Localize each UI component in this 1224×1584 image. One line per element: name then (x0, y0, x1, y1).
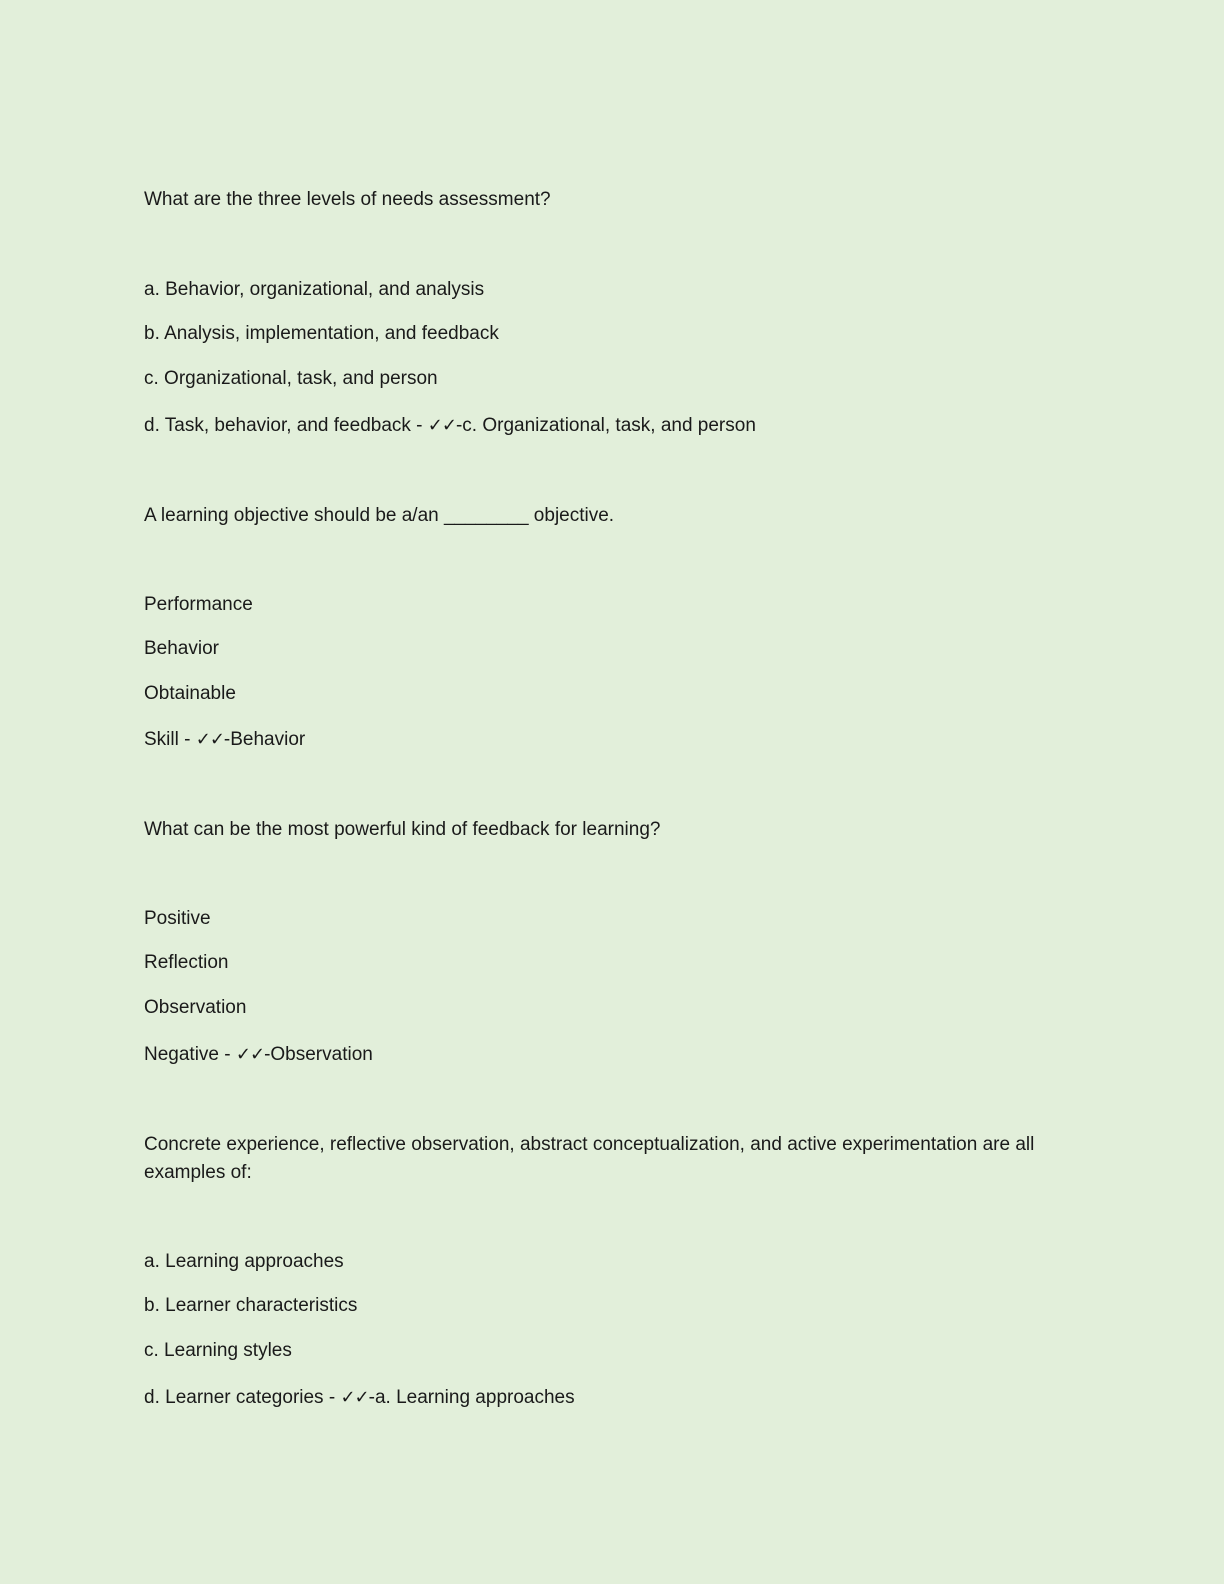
answer-separator: - (410, 415, 428, 436)
double-check-icon: ✓✓ (427, 415, 456, 436)
question-3-answer: -Observation (264, 1044, 373, 1065)
question-3-option-4: Negative (144, 1044, 219, 1065)
question-3-prompt: What can be the most powerful kind of feedback for learning? (144, 819, 661, 840)
answer-separator: - (323, 1387, 341, 1408)
question-1-answer: -c. Organizational, task, and person (455, 415, 756, 436)
question-3-option-1: Positive (144, 908, 211, 929)
question-1-prompt: What are the three levels of needs assessment? (144, 189, 551, 210)
question-3-option-4-with-answer (144, 1041, 373, 1069)
question-2-option-4-with-answer (144, 726, 305, 754)
double-check-icon: ✓✓ (235, 1044, 265, 1065)
double-check-icon: ✓✓ (195, 729, 224, 750)
question-1-option-c: c. Organizational, task, and person (144, 368, 438, 389)
question-4-option-a: a. Learning approaches (144, 1251, 344, 1272)
question-3-option-2: Reflection (144, 952, 229, 973)
question-2-option-1: Performance (144, 594, 253, 615)
question-4-option-d: d. Learner categories (144, 1387, 324, 1408)
question-2-prompt: A learning objective should be a/an ________ objective. (144, 505, 615, 526)
question-2-option-3: Obtainable (144, 683, 236, 704)
question-4-answer: -a. Learning approaches (368, 1387, 575, 1408)
question-2-option-4: Skill (144, 729, 179, 750)
question-2-option-2: Behavior (144, 638, 219, 659)
question-4-option-d-with-answer (144, 1384, 575, 1412)
double-check-icon: ✓✓ (340, 1387, 369, 1408)
question-4-option-c: c. Learning styles (144, 1340, 292, 1361)
answer-separator: - (178, 729, 196, 750)
question-4-option-b: b. Learner characteristics (144, 1295, 358, 1316)
question-2-answer: -Behavior (223, 729, 306, 750)
question-1-option-d-with-answer (144, 412, 756, 440)
answer-separator: - (219, 1044, 236, 1065)
question-1-option-d: d. Task, behavior, and feedback (144, 415, 411, 436)
question-4-prompt: Concrete experience, reflective observation, abstract conceptualization, and active experimentation are all examples of: (144, 1134, 1035, 1183)
question-1-option-a: a. Behavior, organizational, and analysis (144, 279, 485, 300)
question-3-option-3: Observation (144, 997, 247, 1018)
question-1-option-b: b. Analysis, implementation, and feedback (144, 323, 499, 344)
